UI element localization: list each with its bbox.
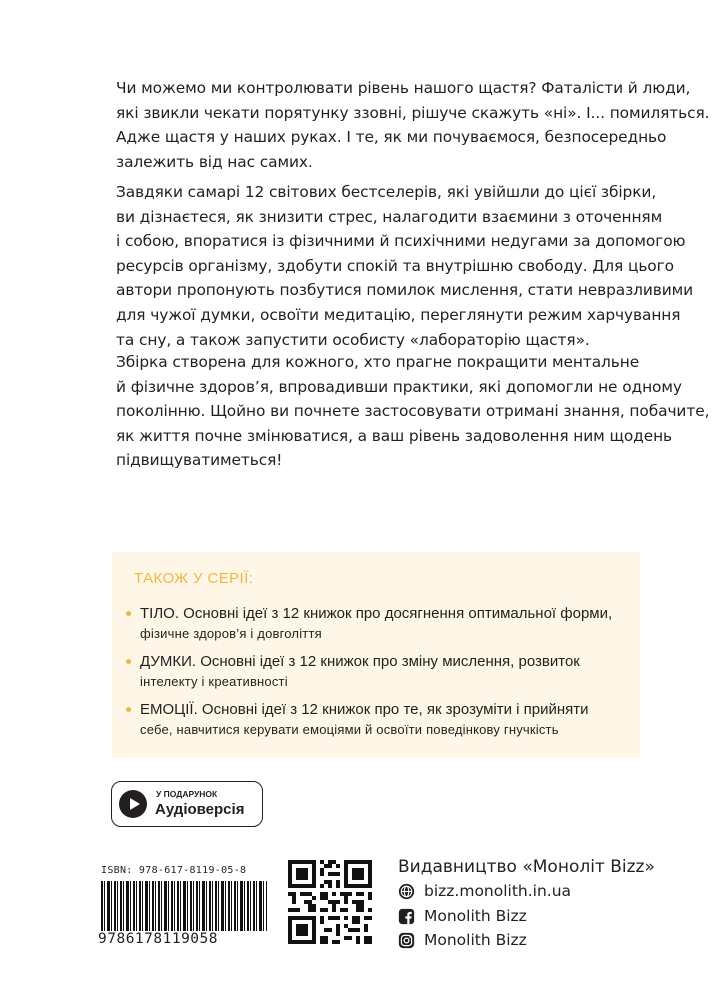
- series-item-line: фізичне здоров’я і довголіття: [140, 626, 322, 641]
- website-text: bizz.monolith.in.ua: [424, 882, 572, 900]
- description-paragraph-3: [116, 350, 710, 473]
- isbn-label: ISBN: 978-617-8119-05-8: [101, 865, 247, 876]
- facebook-link[interactable]: [398, 905, 527, 927]
- barcode: [101, 881, 267, 931]
- text-line: які звикли чекати порятунку ззовні, рішуче скажуть «ні». І... помиляться.: [116, 103, 710, 122]
- text-line: автори пропонують позбутися помилок мислення, стати невразливими: [116, 281, 694, 300]
- text-line: залежить від нас самих.: [116, 152, 313, 171]
- series-title: ТАКОЖ У СЕРІЇ:: [134, 570, 254, 587]
- website-link[interactable]: [398, 880, 571, 902]
- text-line: як життя почне змінюватися, а ваш рівень задоволення ним щодень: [116, 426, 673, 445]
- text-line: Чи можемо ми контролювати рівень нашого щастя? Фаталісти й люди,: [116, 79, 691, 97]
- series-item-line: ТІЛО. Основні ідеї з 12 книжок про досягнення оптимальної форми,: [140, 605, 613, 622]
- instagram-icon: [398, 932, 415, 949]
- text-line: Адже щастя у наших руках. І те, як ми почуваємося, безпосередньо: [116, 128, 667, 147]
- text-line: Збірка створена для кожного, хто прагне покращити ментальне: [116, 353, 640, 371]
- facebook-icon: [398, 908, 415, 925]
- bullet-icon: [126, 707, 131, 712]
- description-paragraph-2: [116, 180, 694, 352]
- globe-icon: [398, 883, 415, 900]
- text-line: Завдяки самарі 12 світових бестселерів, які увійшли до цієї збірки,: [116, 183, 657, 201]
- series-item: [126, 604, 632, 644]
- series-item-line: ЕМОЦІЇ. Основні ідеї з 12 книжок про те, як зрозуміти і прийняти: [140, 701, 589, 718]
- barcode-digits: 9786178119058: [98, 931, 218, 947]
- description-paragraph-1: [116, 76, 710, 174]
- publisher-name: Видавництво «Моноліт Bizz»: [398, 857, 655, 877]
- text-line: ресурсів організму, здобути спокій та внутрішню свободу. Для цього: [116, 256, 674, 275]
- text-line: поколінню. Щойно ви почнете застосовувати отримані знання, побачите,: [116, 402, 710, 421]
- audio-badge-label: Аудіоверсія: [155, 801, 245, 818]
- series-box: [112, 552, 640, 758]
- qr-code[interactable]: [288, 860, 372, 944]
- series-item-line: себе, навчитися керувати емоціями й освоїти поведінкову гнучкість: [140, 722, 559, 737]
- facebook-text: Monolith Bizz: [424, 907, 527, 925]
- text-line: ви дізнаєтеся, як знизити стрес, налагодити взаємини з оточенням: [116, 207, 663, 226]
- bullet-icon: [126, 611, 131, 616]
- series-item-line: ДУМКИ. Основні ідеї з 12 книжок про зміну мислення, розвиток: [140, 653, 580, 670]
- bullet-icon: [126, 659, 131, 664]
- audio-badge-caption: У ПОДАРУНОК: [156, 789, 218, 799]
- series-item: [126, 652, 632, 692]
- text-line: та сну, а також запустити особисту «лабораторію щастя».: [116, 330, 590, 349]
- instagram-link[interactable]: [398, 929, 527, 951]
- series-item-line: інтелекту і креативності: [140, 674, 288, 689]
- text-line: й фізичне здоров’я, впровадивши практики, які допомогли не одному: [116, 377, 682, 396]
- play-icon: [119, 790, 147, 818]
- series-item: [126, 700, 632, 740]
- text-line: підвищуватиметься!: [116, 451, 283, 470]
- instagram-text: Monolith Bizz: [424, 931, 527, 949]
- text-line: для чужої думки, освоїти медитацію, переглянути режим харчування: [116, 305, 681, 324]
- text-line: і собою, впоратися із фізичними й психічними недугами за допомогою: [116, 232, 686, 251]
- audio-version-badge[interactable]: [111, 781, 263, 827]
